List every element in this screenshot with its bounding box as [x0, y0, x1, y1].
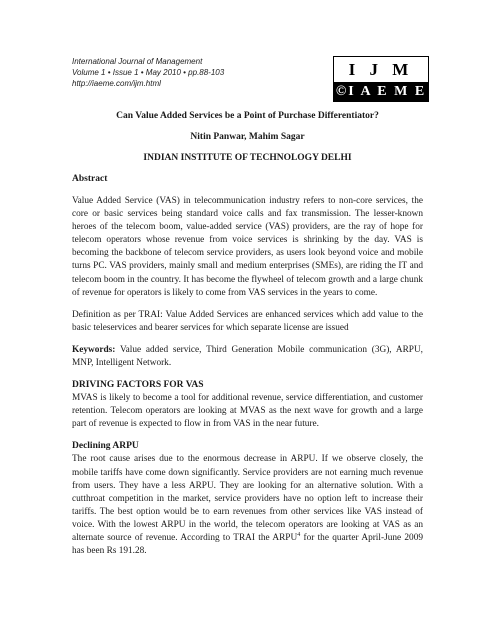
paper-body	[72, 173, 423, 558]
paper-title: Can Value Added Services be a Point of Purchase Differentiator?	[116, 111, 379, 121]
driving-factors-paragraph: MVAS is likely to become a tool for additional revenue, service differentiation, and customer retention. Telecom operators are looking at MVAS as the next wave for growth and a large part of revenue is expected to flow in from VAS in the near future.	[72, 393, 423, 430]
arpu-tail-text: for the quarter April-June 2009 has been Rs 191.28.	[72, 532, 423, 557]
journal-url: http://iaeme.com/ijm.html	[72, 79, 161, 88]
driving-factors-heading: DRIVING FACTORS FOR VAS	[72, 380, 204, 391]
abstract-heading: Abstract	[72, 174, 108, 184]
keywords-text: Value added service, Third Generation Mobile communication (3G), ARPU, MNP, Intelligent Network.	[72, 344, 423, 369]
ijm-logo	[333, 56, 429, 102]
journal-info	[72, 56, 224, 89]
keywords-label: Keywords:	[72, 344, 116, 355]
keywords-line	[72, 344, 423, 370]
logo-top-text: I J M	[334, 57, 428, 82]
abstract-paragraph: Value Added Service (VAS) in telecommunication industry refers to non-core services, the core or basic services being standard voice calls and fax transmission. The lesser-known heroes of the telecom boom, value-added service (VAS) providers, are the ray of hope for telecom operators whose revenue from voice services is shrinking by the day. VAS is becoming the backbone of telecom service providers, as users look beyond voice and mobile turns PC. VAS providers, mainly small and medium enterprises (SMEs), are riding the IT and telecom boom in the country. It has become the flywheel of telecom growth and a large chunk of revenue for operators is likely to come from VAS services in the years to come.	[72, 196, 423, 298]
footnote-ref: 4	[297, 531, 301, 538]
declining-arpu-heading: Declining ARPU	[72, 441, 139, 452]
paper-institution: INDIAN INSTITUTE OF TECHNOLOGY DELHI	[143, 153, 352, 163]
logo-bottom-text: ©I A E M E	[335, 84, 427, 99]
trai-definition: Definition as per TRAI: Value Added Services are enhanced services which add value to the basic teleservices and bearer services for which separate license are issued	[72, 309, 423, 333]
arpu-main-text: The root cause arises due to the enormous decrease in ARPU. If we observe closely, the mobile tariffs have come down significantly. Service providers are not earning much revenue from users. They have a less ARPU. They are looking for an alternative solution. With a cutthroat competition in the market, service providers have no option left to increase their tariffs. The best option would be to earn revenues from other services like VAS instead of voice. With the lowest ARPU in the world, the telecom operators are looking at VAS as an alternate source of revenue. According to TRAI the ARPU	[72, 454, 423, 543]
paper-authors: Nitin Panwar, Mahim Sagar	[190, 132, 305, 142]
journal-issue-line: Volume 1 • Issue 1 • May 2010 • pp.88-103	[72, 68, 225, 77]
journal-name: International Journal of Management	[72, 57, 203, 66]
declining-arpu-paragraph	[72, 453, 423, 558]
